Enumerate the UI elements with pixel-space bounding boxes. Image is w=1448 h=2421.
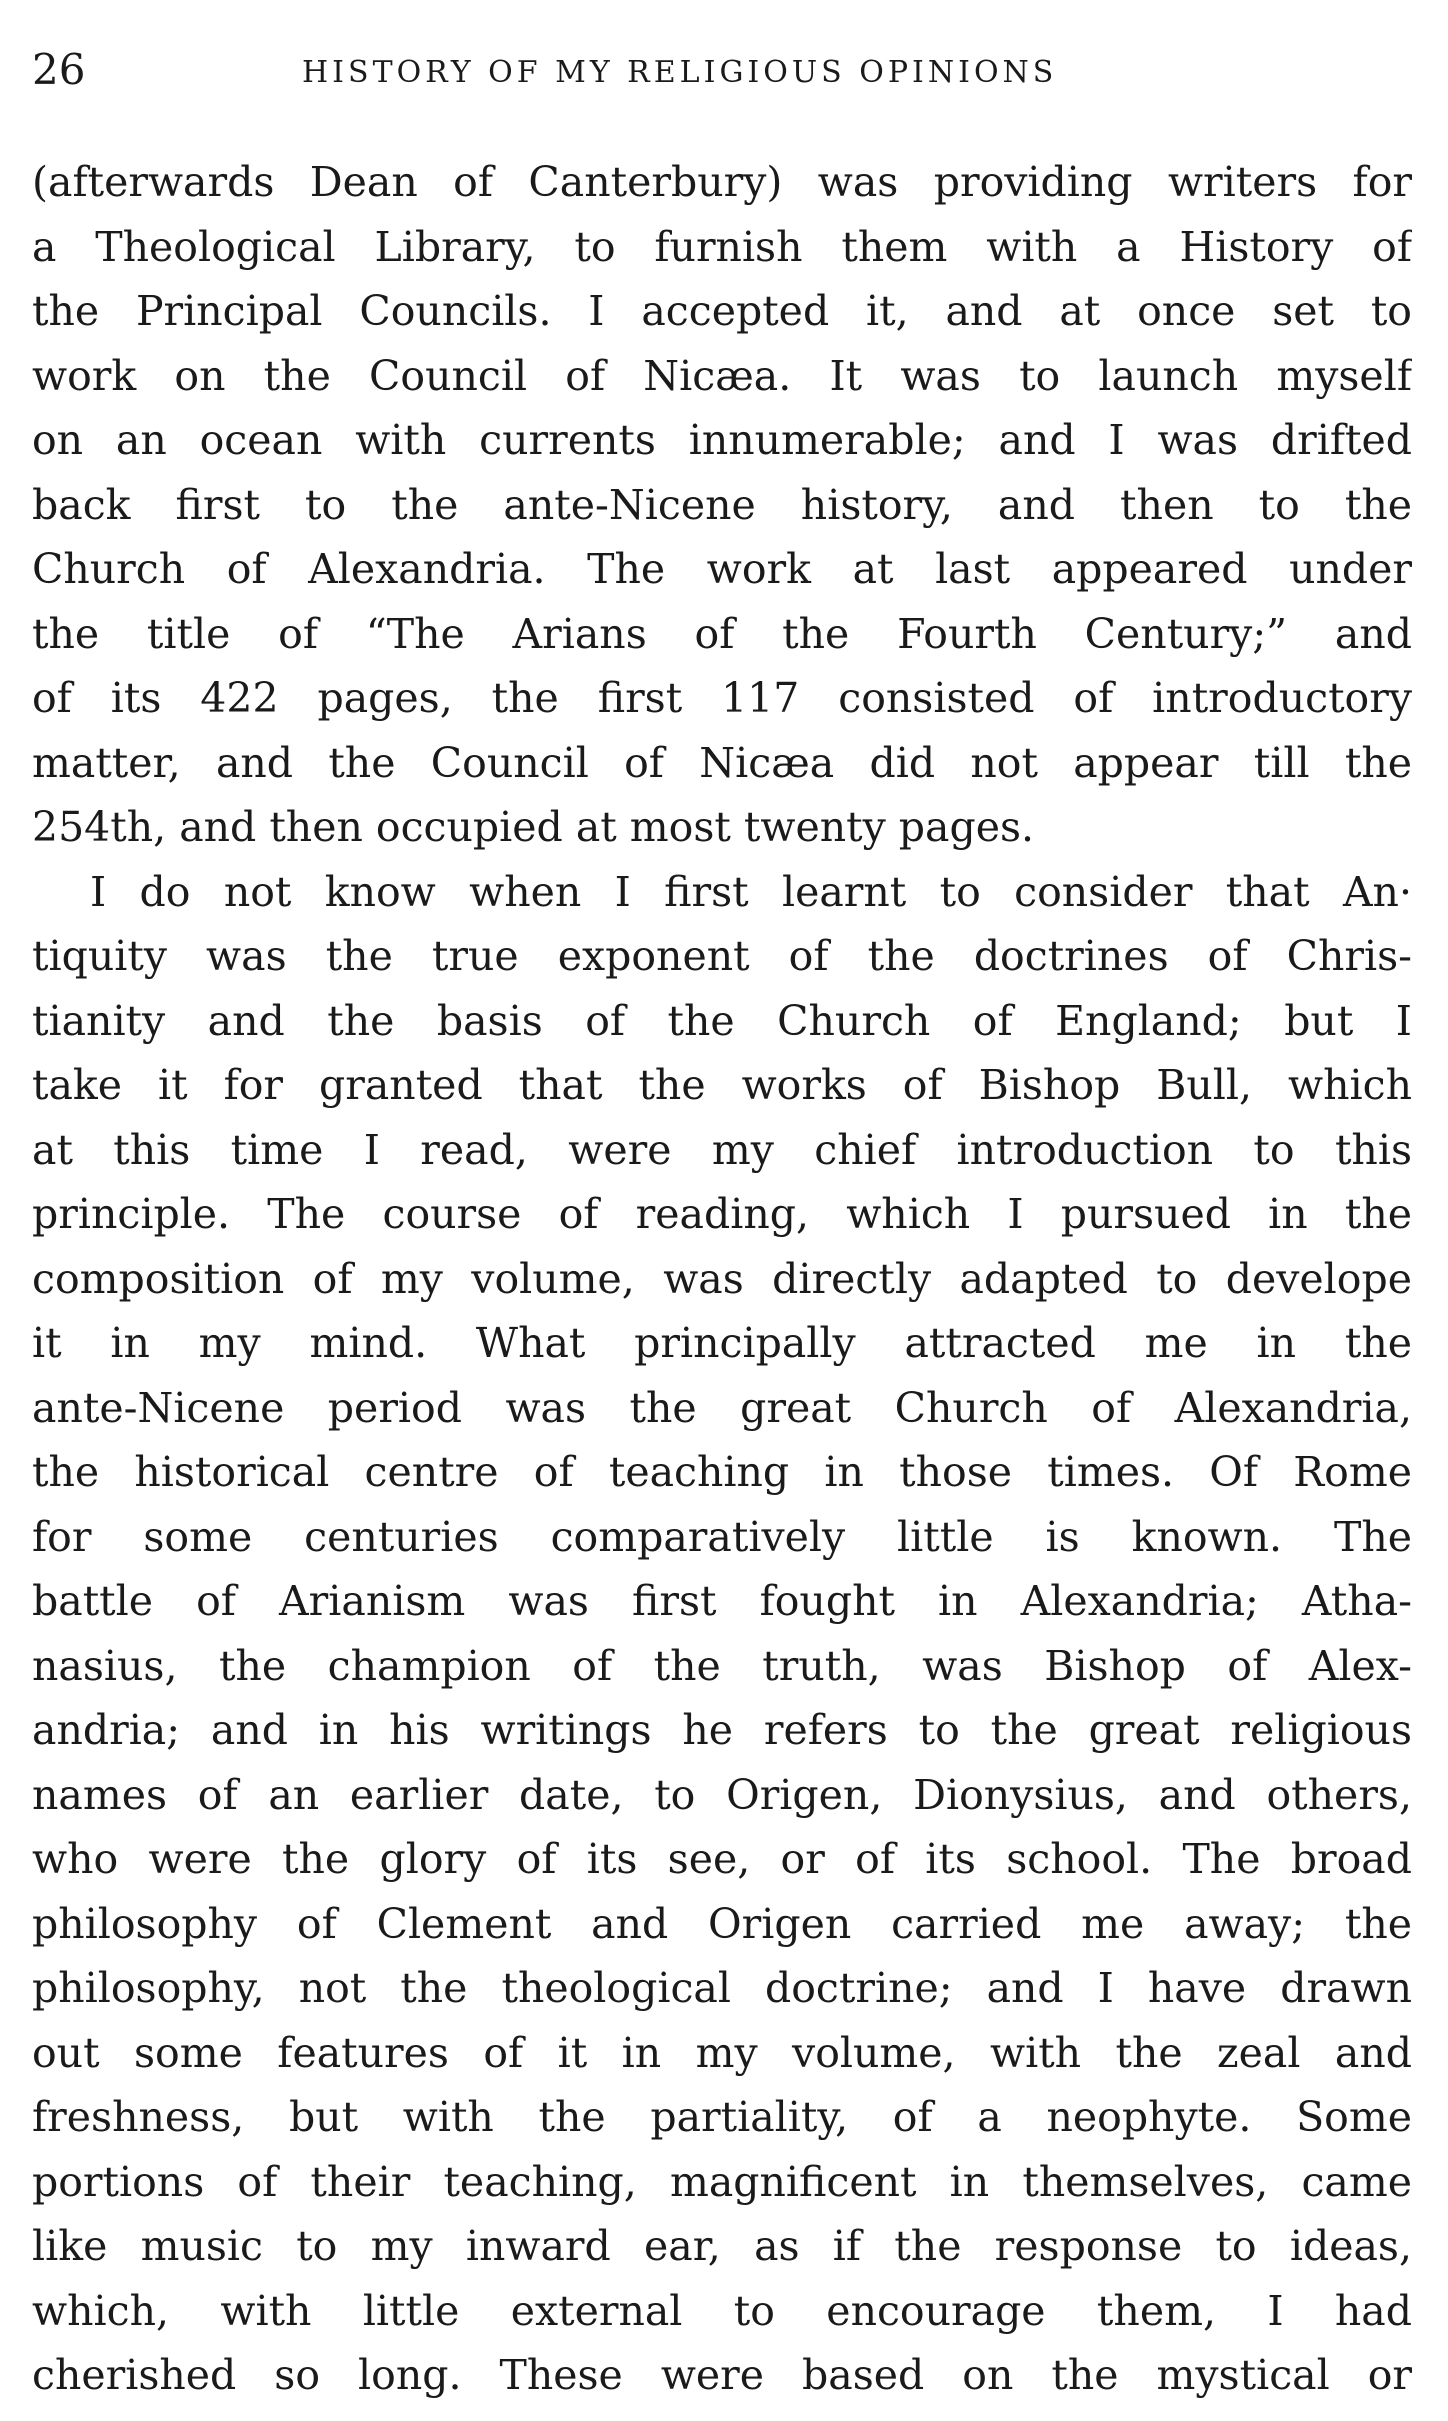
text-line: freshness, but with the partiality, of a neophyte. Some: [32, 2093, 1412, 2141]
text-line: I do not know when I first learnt to consider that An·: [90, 867, 1412, 916]
text-line: (afterwards Dean of Canterbury) was providing writers for: [32, 158, 1412, 206]
text-line: for some centuries comparatively little is known. The: [32, 1512, 1412, 1561]
text-line: on an ocean with currents innumerable; and I was drifted: [32, 416, 1412, 464]
text-line: battle of Arianism was first fought in Alexandria; Atha-: [32, 1577, 1412, 1625]
text-line: the title of “The Arians of the Fourth Century;” and: [32, 609, 1412, 658]
text-line: nasius, the champion of the truth, was Bishop of Alex-: [32, 1641, 1412, 1690]
text-line: the historical centre of teaching in those times. Of Rome: [32, 1448, 1412, 1496]
text-line: it in my mind. What principally attracted me in the: [32, 1319, 1412, 1367]
text-line: ante-Nicene period was the great Church of Alexandria,: [32, 1383, 1412, 1432]
text-line: andria; and in his writings he refers to the great religious: [32, 1706, 1412, 1754]
text-line: principle. The course of reading, which I pursued in the: [32, 1190, 1412, 1238]
text-line: philosophy of Clement and Origen carried me away; the: [32, 1899, 1412, 1948]
running-head: [32, 40, 1412, 100]
text-line: tianity and the basis of the Church of England; but I: [32, 996, 1412, 1045]
text-line: composition of my volume, was directly adapted to develope: [32, 1254, 1412, 1303]
text-line: at this time I read, were my chief introduction to this: [32, 1125, 1412, 1174]
text-line: tiquity was the true exponent of the doctrines of Chris-: [32, 932, 1412, 980]
text-line: Church of Alexandria. The work at last appeared under: [32, 545, 1412, 593]
body-text: [32, 150, 1412, 2408]
text-line: like music to my inward ear, as if the response to ideas,: [32, 2222, 1412, 2270]
page-number: 26: [32, 45, 86, 94]
text-line: which, with little external to encourage them, I had: [32, 2286, 1412, 2335]
text-line: names of an earlier date, to Origen, Dionysius, and others,: [32, 1770, 1412, 1819]
text-line: philosophy, not the theological doctrine; and I have drawn: [32, 1964, 1412, 2012]
text-line: the Principal Councils. I accepted it, and at once set to: [32, 287, 1412, 335]
text-line: take it for granted that the works of Bishop Bull, which: [32, 1061, 1412, 1109]
text-line: who were the glory of its see, or of its school. The broad: [32, 1835, 1412, 1883]
book-page: [32, 0, 1412, 2421]
text-line: matter, and the Council of Nicæa did not appear till the: [32, 738, 1412, 787]
text-line: back first to the ante-Nicene history, and then to the: [32, 480, 1412, 529]
text-line: a Theological Library, to furnish them with a History of: [32, 222, 1412, 271]
running-title: HISTORY OF MY RELIGIOUS OPINIONS: [302, 55, 1058, 90]
text-line: work on the Council of Nicæa. It was to launch myself: [32, 351, 1412, 400]
text-line: of its 422 pages, the first 117 consisted of introductory: [32, 674, 1412, 722]
text-line: out some features of it in my volume, with the zeal and: [32, 2028, 1412, 2077]
text-line: cherished so long. These were based on the mystical or: [32, 2351, 1412, 2399]
text-line: 254th, and then occupied at most twenty pages.: [32, 803, 1035, 851]
text-line: portions of their teaching, magnificent in themselves, came: [32, 2157, 1412, 2206]
